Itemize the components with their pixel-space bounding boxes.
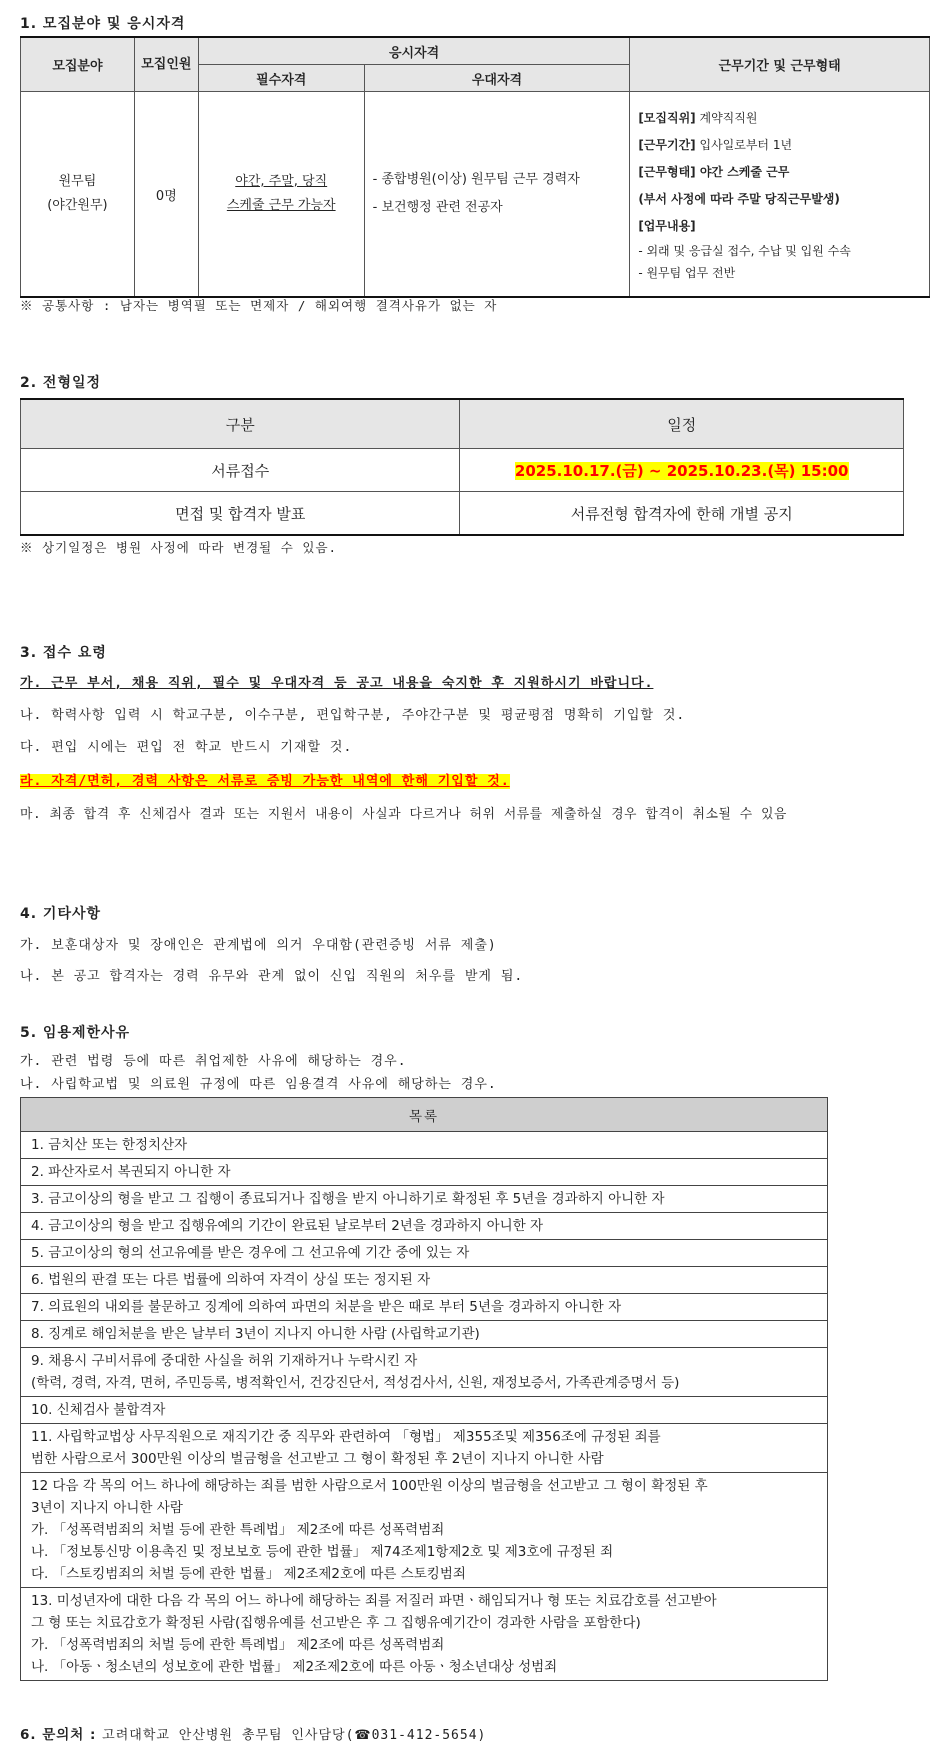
section-5-title: 5. 임용제한사유 (20, 1025, 131, 1041)
schedule-table (20, 398, 904, 536)
list-cell (21, 1186, 828, 1213)
recruitment-table (20, 36, 930, 298)
restriction-item: 가. 관련 법령 등에 따른 취업제한 사유에 해당하는 경우. (20, 1054, 407, 1069)
list-cell (21, 1267, 828, 1294)
other-item: 나. 본 공고 합격자는 경력 유무와 관계 없이 신입 직원의 처우를 받게 됨. (20, 969, 524, 984)
list-line: 범한 사람으로서 300만원 이상의 벌금형을 선고받고 그 형이 확정된 후 2년이 지나지 아니한 사람 (31, 1451, 604, 1467)
section-2-title: 2. 전형일정 (20, 375, 102, 391)
schedule-label: 서류접수 (21, 449, 460, 492)
contact-phone: 031-412-5654) (371, 1728, 487, 1743)
list-cell (21, 1397, 828, 1424)
list-line: 8. 징계로 해임처분을 받은 날부터 3년이 지나지 아니한 사람 (사립학교기관) (31, 1326, 480, 1342)
schedule-value: 서류전형 합격자에 한해 개별 공지 (460, 492, 904, 536)
section-2-note: ※ 상기일정은 병원 사정에 따라 변경될 수 있음. (20, 540, 338, 555)
list-line: 10. 신체검사 불합격자 (31, 1402, 166, 1418)
list-row (21, 1294, 828, 1321)
list-row (21, 1473, 828, 1588)
list-line: 7. 의료원의 내외를 불문하고 징계에 의하여 파면의 처분을 받은 때로 부터 5년을 경과하지 아니한 자 (31, 1299, 622, 1315)
list-line: 그 형 또는 치료감호가 확정된 사람(집행유예를 선고받은 후 그 집행유예기간이 경과한 사람을 포함한다) (31, 1615, 641, 1631)
list-row (21, 1397, 828, 1424)
application-rule: 마. 최종 합격 후 신체검사 결과 또는 지원서 내용이 사실과 다르거나 허위 서류를 제출하실 경우 합격이 취소될 수 있음 (20, 807, 787, 822)
header-field: 모집분야 (21, 37, 135, 92)
list-cell (21, 1132, 828, 1159)
header-category: 구분 (21, 399, 460, 449)
section-3-title: 3. 접수 요령 (20, 645, 107, 661)
list-row (21, 1213, 828, 1240)
list-line: 다. 「스토킹범죄의 처벌 등에 관한 법률」 제2조제2호에 따른 스토킹범죄 (31, 1566, 466, 1582)
list-line: 나. 「아동ㆍ청소년의 성보호에 관한 법률」 제2조제2호에 따른 아동ㆍ청소년대상 성범죄 (31, 1659, 558, 1675)
header-schedule: 일정 (460, 399, 904, 449)
section-6-title: 6. 문의처 : (20, 1727, 103, 1743)
restriction-item: 나. 사립학교법 및 의료원 규정에 따른 임용결격 사유에 해당하는 경우. (20, 1077, 497, 1092)
list-line: 6. 법원의 판결 또는 다른 법률에 의하여 자격이 상실 또는 정지된 자 (31, 1272, 431, 1288)
other-item: 가. 보훈대상자 및 장애인은 관계법에 의거 우대함(관련증빙 서류 제출) (20, 938, 497, 953)
list-row (21, 1588, 828, 1681)
list-line: (학력, 경력, 자격, 면허, 주민등록, 병적확인서, 건강진단서, 적성검사서, 신원, 재정보증서, 가족관계증명서 등) (31, 1375, 680, 1391)
list-line: 13. 미성년자에 대한 다음 각 목의 어느 하나에 해당하는 죄를 저질러 파면ㆍ해임되거나 형 또는 치료감호를 선고받아 (31, 1593, 717, 1609)
list-row (21, 1348, 828, 1397)
schedule-value (460, 449, 904, 492)
list-header: 목록 (21, 1098, 828, 1132)
list-cell (21, 1213, 828, 1240)
list-line: 11. 사립학교법상 사무직원으로 재직기간 중 직무와 관련하여 「형법」 제355조및 제356조에 규정된 죄를 (31, 1429, 661, 1445)
list-cell (21, 1473, 828, 1588)
list-line: 가. 「성폭력범죄의 처벌 등에 관한 특례법」 제2조에 따른 성폭력범죄 (31, 1522, 445, 1538)
list-line: 3. 금고이상의 형을 받고 그 집행이 종료되거나 집행을 받지 아니하기로 확정된 후 5년을 경과하지 아니한 자 (31, 1191, 665, 1207)
phone-icon: ☎ (354, 1728, 372, 1743)
work-line: [모집직위] 계약직직원 (638, 110, 758, 125)
application-rule: 가. 근무 부서, 채용 직위, 필수 및 우대자격 등 공고 내용을 숙지한 후 지원하시기 바랍니다. (20, 676, 654, 691)
work-line: (부서 사정에 따라 주말 당직근무발생) (638, 191, 840, 206)
cell-preferred (364, 92, 630, 298)
preferred-item: - 종합병원(이상) 원무팀 근무 경력자 (372, 172, 580, 187)
cell-work (630, 92, 930, 298)
list-line: 가. 「성폭력범죄의 처벌 등에 관한 특례법」 제2조에 따른 성폭력범죄 (31, 1637, 445, 1653)
application-rule: 라. 자격/면허, 경력 사항은 서류로 증빙 가능한 내역에 한해 기입할 것. (20, 774, 510, 789)
list-line: 3년이 지나지 아니한 사람 (31, 1500, 183, 1516)
list-line: 2. 파산자로서 복권되지 아니한 자 (31, 1164, 231, 1180)
work-line: [업무내용] (638, 218, 696, 233)
list-row (21, 1267, 828, 1294)
list-row (21, 1186, 828, 1213)
field-line1: 원무팀 (58, 174, 97, 189)
list-line: 5. 금고이상의 형의 선고유예를 받은 경우에 그 선고유예 기간 중에 있는 자 (31, 1245, 470, 1261)
schedule-label: 면접 및 합격자 발표 (21, 492, 460, 536)
list-line: 나. 「정보통신망 이용촉진 및 정보보호 등에 관한 법률」 제74조제1항제2호 및 제3호에 규정된 죄 (31, 1544, 614, 1560)
list-line: 1. 금치산 또는 한정치산자 (31, 1137, 188, 1153)
work-item: - 원무팀 업무 전반 (638, 265, 736, 280)
header-count: 모집인원 (134, 37, 198, 92)
work-item: - 외래 및 응급실 접수, 수납 및 입원 수속 (638, 243, 851, 258)
list-line: 12 다음 각 목의 어느 하나에 해당하는 죄를 범한 사람으로서 100만원 이상의 벌금형을 선고받고 그 형이 확정된 후 (31, 1478, 708, 1494)
list-line: 4. 금고이상의 형을 받고 집행유예의 기간이 완료된 날로부터 2년을 경과하지 아니한 자 (31, 1218, 544, 1234)
list-cell (21, 1424, 828, 1473)
required-line2: 스케줄 근무 가능자 (226, 198, 336, 213)
section-1-note: ※ 공통사항 : 남자는 병역필 또는 면제자 / 해외여행 결격사유가 없는 자 (20, 298, 498, 313)
list-row (21, 1132, 828, 1159)
contact-line (20, 1723, 486, 1743)
cell-count: 0명 (134, 92, 198, 298)
list-cell (21, 1294, 828, 1321)
list-row (21, 1424, 828, 1473)
list-row (21, 1321, 828, 1348)
header-qualification: 응시자격 (198, 37, 630, 65)
header-preferred: 우대자격 (364, 65, 630, 92)
list-row (21, 1159, 828, 1186)
section-4-title: 4. 기타사항 (20, 906, 102, 922)
header-work: 근무기간 및 근무형태 (630, 37, 930, 92)
header-required: 필수자격 (198, 65, 364, 92)
disqualification-table (20, 1097, 828, 1681)
list-row (21, 1240, 828, 1267)
application-rule: 다. 편입 시에는 편입 전 학교 반드시 기재할 것. (20, 740, 353, 755)
list-cell (21, 1159, 828, 1186)
section-1-title: 1. 모집분야 및 응시자격 (20, 16, 186, 32)
list-cell (21, 1588, 828, 1681)
application-rule: 나. 학력사항 입력 시 학교구분, 이수구분, 편입학구분, 주야간구분 및 평균평점 명확히 기입할 것. (20, 708, 686, 723)
cell-required (198, 92, 364, 298)
required-line1: 야간, 주말, 당직 (235, 174, 328, 189)
preferred-item: - 보건행정 관련 전공자 (372, 200, 503, 215)
cell-field (21, 92, 135, 298)
work-line: [근무기간] 입사일로부터 1년 (638, 137, 793, 152)
list-cell (21, 1321, 828, 1348)
list-cell (21, 1348, 828, 1397)
list-line: 9. 채용시 구비서류에 중대한 사실을 허위 기재하거나 누락시킨 자 (31, 1353, 418, 1369)
work-line: [근무형태] 야간 스케줄 근무 (638, 164, 790, 179)
contact-text: 고려대학교 안산병원 총무팀 인사담당( (102, 1728, 355, 1743)
application-period: 2025.10.17.(금) ~ 2025.10.23.(목) 15:00 (514, 461, 849, 480)
list-cell (21, 1240, 828, 1267)
field-line2: (야간원무) (47, 198, 108, 213)
